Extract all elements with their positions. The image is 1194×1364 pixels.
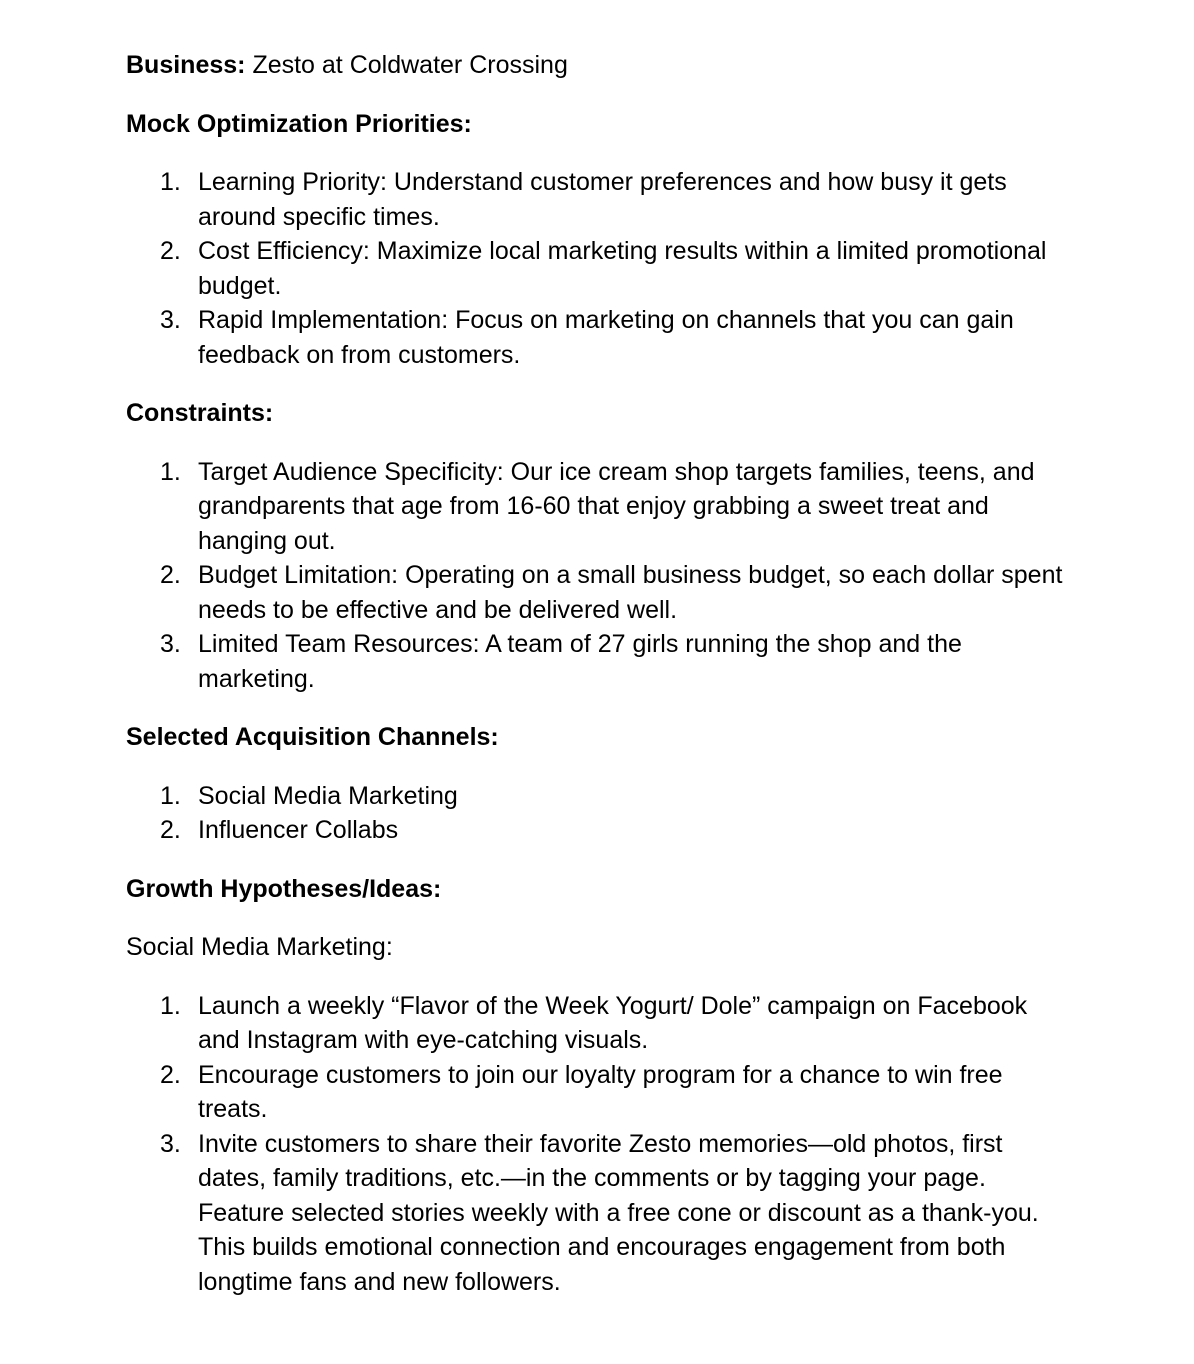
list-item: 1. Learning Priority: Understand customer preferences and how busy it gets around specific times. — [160, 168, 1007, 231]
constraints-heading: Constraints: — [126, 399, 274, 427]
list-item: 1. Launch a weekly “Flavor of the Week Yogurt/ Dole” campaign on Facebook and Instagram with eye-catching visuals. — [160, 991, 1028, 1054]
list-item: 1. Social Media Marketing — [160, 781, 458, 810]
channels-list — [126, 779, 1066, 848]
priorities-list — [126, 165, 1066, 372]
constraints-list — [126, 455, 1066, 697]
business-name: Zesto at Coldwater Crossing — [252, 51, 568, 79]
list-item: 1. Target Audience Specificity: Our ice cream shop targets families, teens, and grandparents that age from 16-60 that enjoy grabbing a sweet treat and hanging out. — [160, 457, 1035, 555]
list-item: 3. Limited Team Resources: A team of 27 girls running the shop and the marketing. — [160, 630, 962, 693]
list-item: 3. Invite customers to share their favorite Zesto memories—old photos, first dates, family traditions, etc.—in the comments or by tagging your page. Feature selected stories weekly with a free cone or discount as a thank-you. This builds emotional connection and encourages engagement from both longtime fans and new followers. — [160, 1129, 1039, 1296]
list-item: 3. Rapid Implementation: Focus on marketing on channels that you can gain feedback on from customers. — [160, 306, 1014, 369]
business-line — [126, 48, 1066, 83]
channels-heading: Selected Acquisition Channels: — [126, 723, 499, 751]
business-label: Business: — [126, 51, 246, 79]
priorities-heading: Mock Optimization Priorities: — [126, 109, 472, 138]
list-item: 2. Budget Limitation: Operating on a small business budget, so each dollar spent needs to be effective and be delivered well. — [160, 561, 1063, 624]
growth-list — [126, 989, 1066, 1300]
growth-subheading: Social Media Marketing: — [126, 933, 393, 961]
growth-heading: Growth Hypotheses/Ideas: — [126, 874, 442, 903]
list-item: 2. Influencer Collabs — [160, 816, 399, 844]
list-item: 2. Cost Efficiency: Maximize local marketing results within a limited promotional budget. — [160, 237, 1047, 300]
list-item: 2. Encourage customers to join our loyalty program for a chance to win free treats. — [160, 1060, 1003, 1123]
